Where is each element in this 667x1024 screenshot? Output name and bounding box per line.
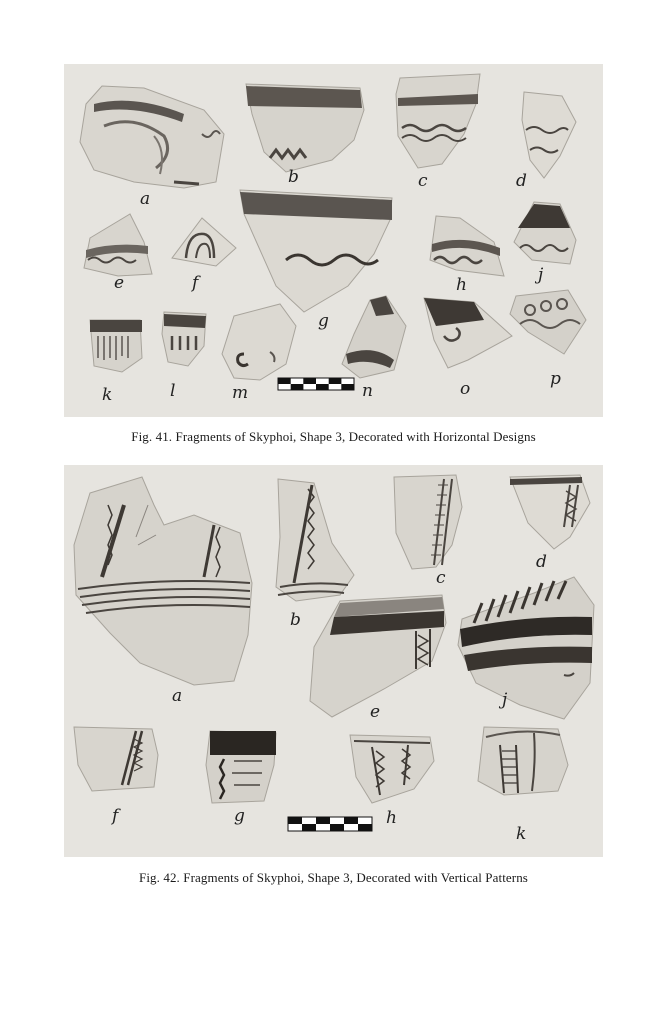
sherd-41c — [396, 74, 480, 168]
label-41d: d — [516, 171, 527, 191]
sherd-41b — [246, 84, 364, 172]
sherd-42c — [394, 475, 462, 569]
label-41j: j — [538, 265, 544, 285]
sherd-41l — [162, 312, 206, 366]
figure-41-caption: Fig. 41. Fragments of Skyphoi, Shape 3, Decorated with Horizontal Designs — [131, 429, 536, 444]
label-42g: g — [234, 806, 245, 826]
sherd-42e — [310, 595, 446, 717]
sherd-42d — [510, 475, 590, 549]
label-42f: f — [112, 806, 119, 826]
figure-42-caption: Fig. 42. Fragments of Skyphoi, Shape 3, Decorated with Vertical Patterns — [139, 870, 528, 885]
label-41e: e — [114, 273, 125, 293]
label-42e: e — [370, 702, 381, 722]
sherd-42b — [276, 479, 354, 601]
sherd-42j — [458, 577, 594, 719]
label-41h: h — [456, 275, 467, 295]
label-42d: d — [536, 552, 547, 572]
label-42k: k — [516, 824, 527, 844]
sherd-41d — [522, 92, 576, 178]
label-41a: a — [140, 189, 151, 209]
sherd-41a — [80, 86, 224, 188]
scale-bar-41 — [278, 378, 354, 390]
label-41k: k — [102, 385, 113, 405]
sherd-42k — [478, 727, 568, 795]
label-41l: l — [170, 381, 176, 401]
label-41b: b — [288, 167, 299, 187]
sherd-41n — [342, 296, 406, 378]
sherd-41h — [430, 216, 504, 276]
label-41o: o — [460, 379, 471, 399]
label-42j: j — [502, 690, 508, 710]
sherd-41g — [240, 190, 392, 312]
figure-41-photo — [64, 64, 603, 417]
label-42c: c — [436, 568, 446, 588]
label-42b: b — [290, 610, 301, 630]
sherd-41j — [514, 202, 576, 264]
sherd-41p — [510, 290, 586, 354]
label-41p: p — [550, 369, 561, 389]
figure-42-photo — [64, 465, 603, 857]
scale-bar-42 — [288, 817, 372, 831]
sherd-42a — [74, 477, 252, 685]
sherd-41f — [172, 218, 236, 266]
label-42h: h — [386, 808, 397, 828]
sherd-41e — [84, 214, 152, 276]
label-42a: a — [172, 686, 183, 706]
label-41c: c — [418, 171, 428, 191]
label-41m: m — [232, 383, 249, 403]
sherd-41k — [90, 320, 142, 372]
label-41f: f — [192, 273, 199, 293]
sherd-42g — [206, 731, 276, 803]
sherd-41m — [222, 304, 296, 380]
label-41g: g — [318, 311, 329, 331]
sherd-42f — [74, 727, 158, 791]
sherd-41o — [424, 298, 512, 368]
label-41n: n — [362, 381, 373, 401]
sherd-42h — [350, 735, 434, 803]
